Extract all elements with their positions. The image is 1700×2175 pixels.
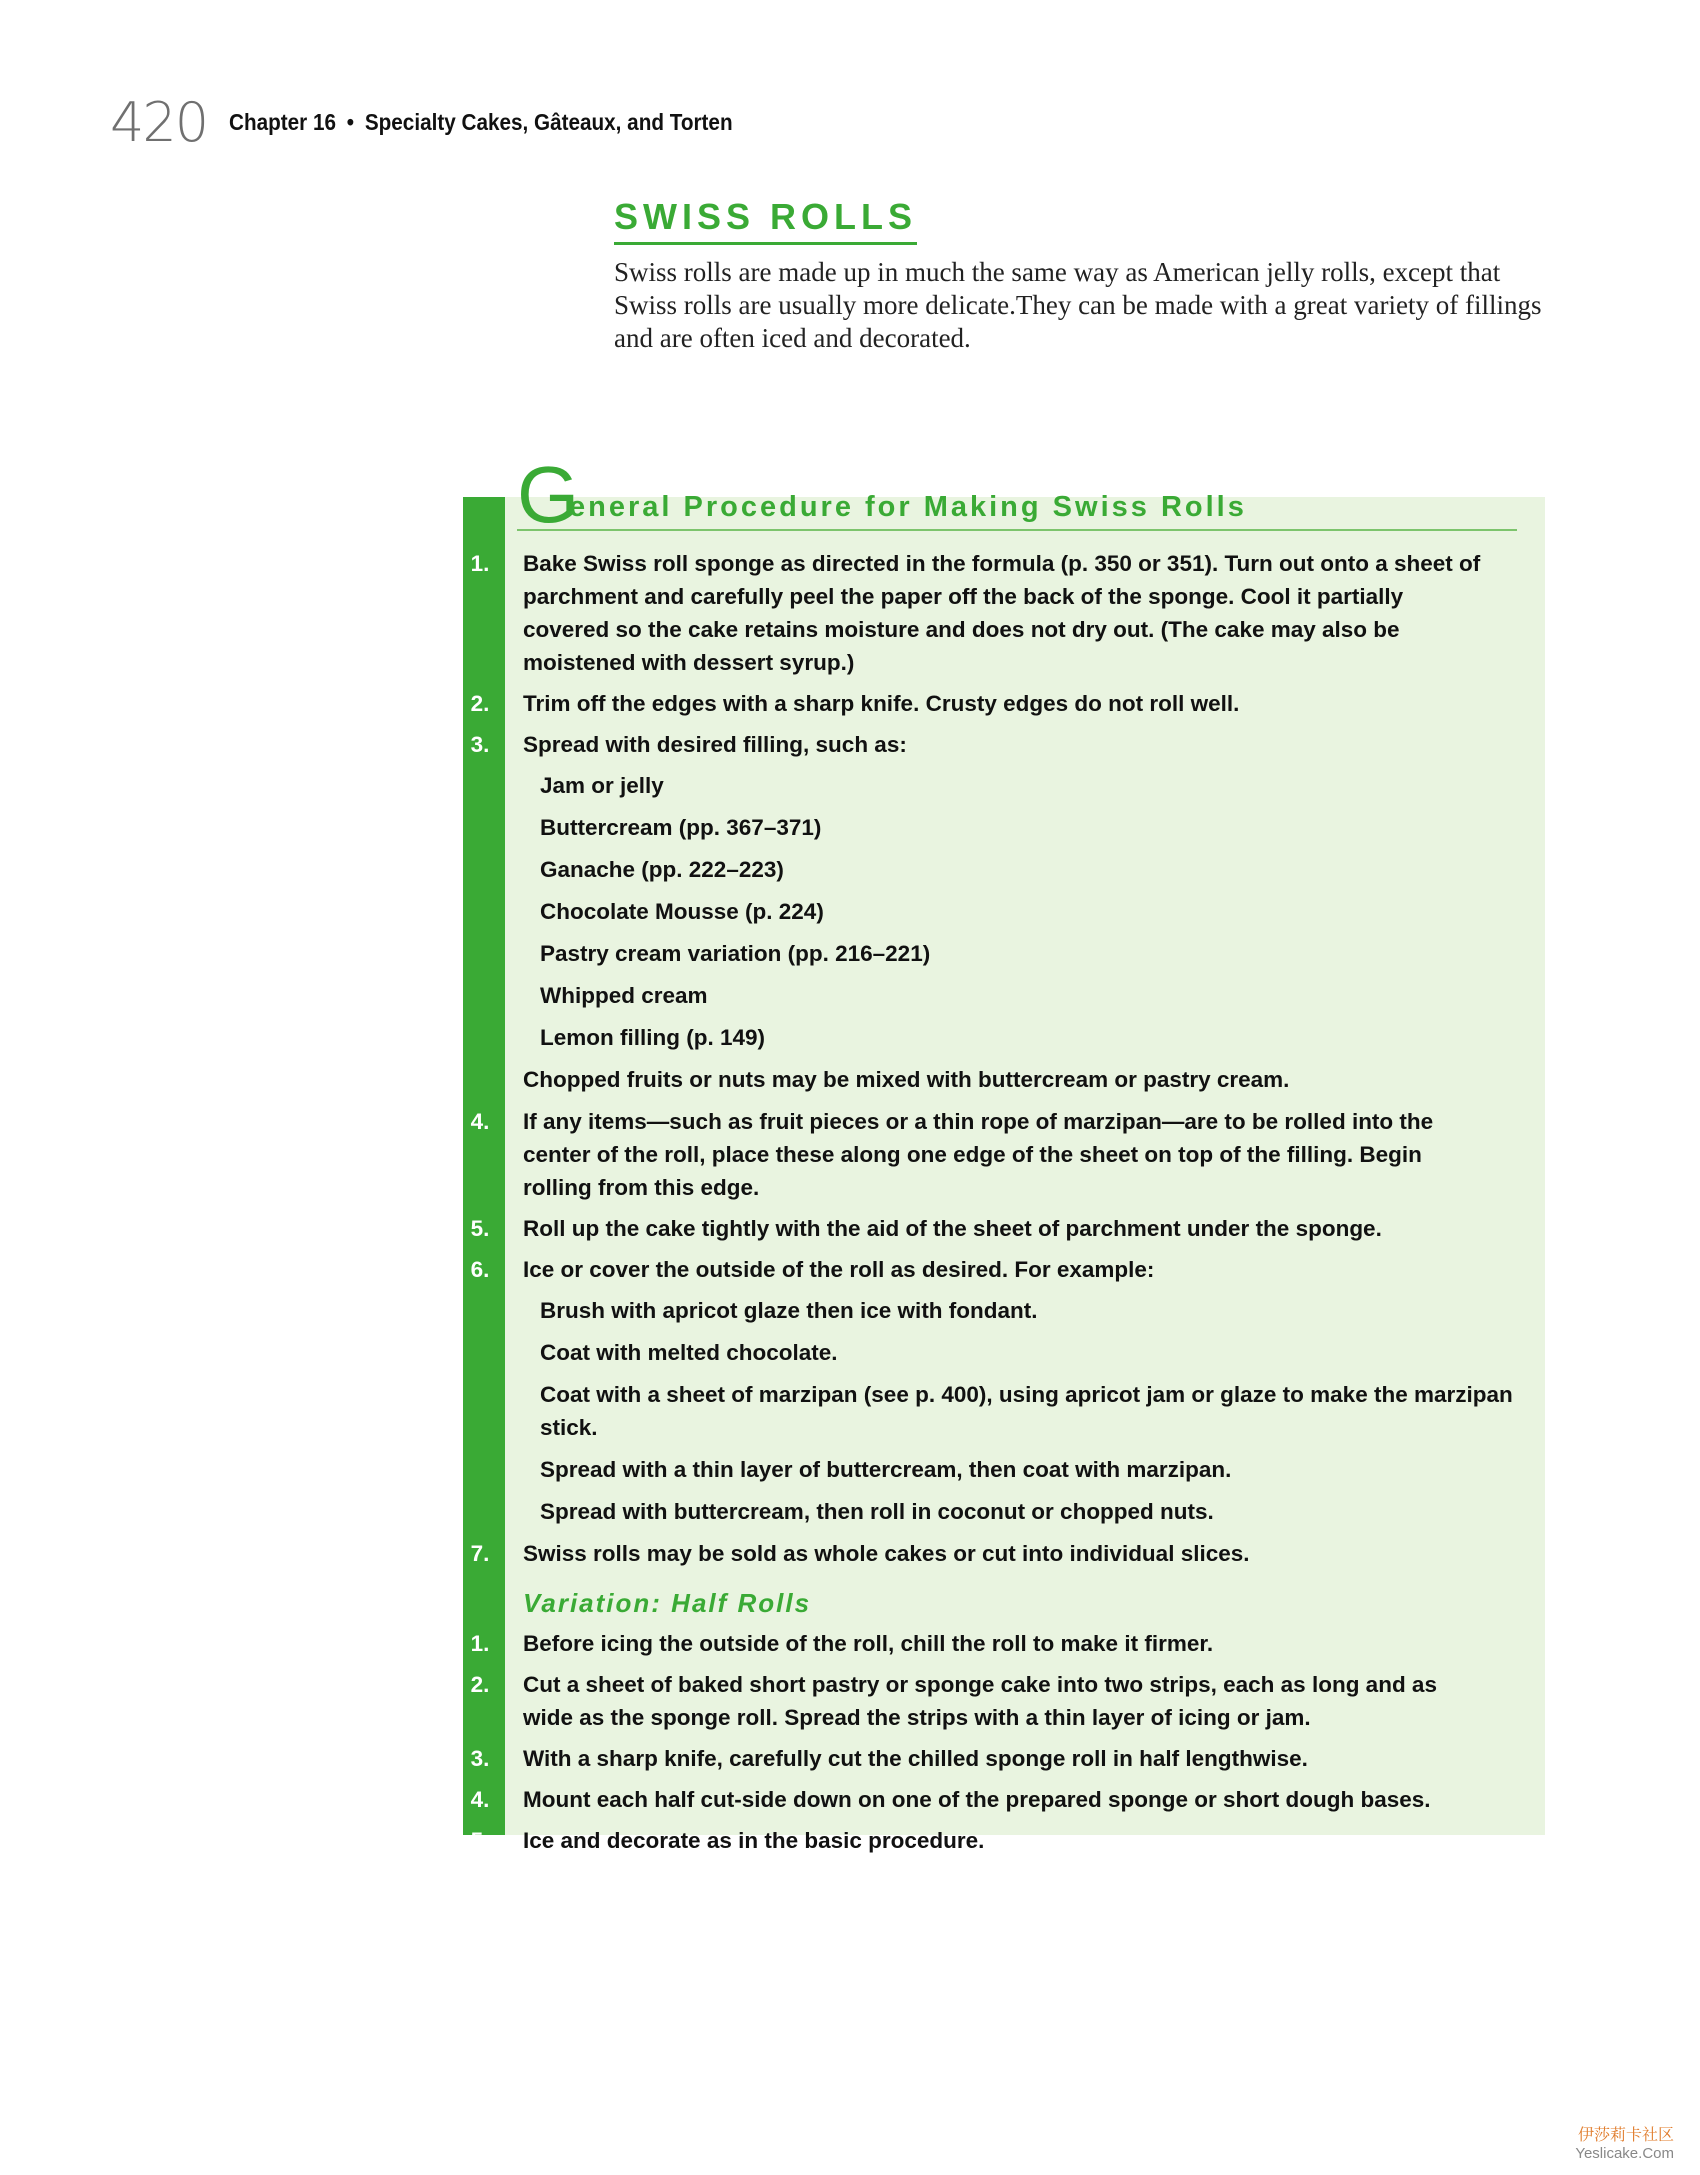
procedure-title-initial: G [517,450,580,539]
procedure-title [517,450,1517,539]
filling-item: Whipped cream [540,983,708,1008]
procedure-step [463,1253,1483,1286]
procedure-content [463,547,1545,1865]
step-number: 5. [470,1216,490,1241]
step-text: Spread with desired filling, such as: [523,732,907,757]
covering-item: Spread with buttercream, then roll in coconut or chopped nuts. [540,1499,1214,1524]
procedure-step [463,728,1483,761]
step-number: 2. [470,691,490,716]
step-number: 7. [470,1541,490,1566]
chapter-title: Specialty Cakes, Gâteaux, and Torten [364,108,733,135]
filling-item: Pastry cream variation (pp. 216–221) [540,941,931,966]
step-text: Swiss rolls may be sold as whole cakes or cut into individual slices. [523,1541,1250,1566]
procedure-box [463,450,1545,1853]
chapter-label: Chapter 16 [229,108,337,135]
covering-item: Spread with a thin layer of buttercream, then coat with marzipan. [540,1457,1232,1482]
step-text: Mount each half cut-side down on one of the prepared sponge or short dough bases. [523,1787,1431,1812]
step-number: 2. [470,1672,490,1697]
section-intro: Swiss rolls are made up in much the same way as American jelly rolls, except that Swiss rolls are usually more delicate.They can be made with a great variety of fillings and are often iced and decorated. [614,257,1542,353]
step-number: 5. [470,1828,490,1853]
step-text: Cut a sheet of baked short pastry or sponge cake into two strips, each as long and as wide as the sponge roll. Spread the strips with a thin layer of icing or jam. [523,1672,1437,1730]
step-text: Roll up the cake tightly with the aid of the sheet of parchment under the sponge. [523,1216,1382,1241]
step-number: 3. [470,1746,490,1771]
variation-step [463,1824,1483,1857]
variation-title: Variation: Half Rolls [523,1588,812,1618]
step-text: Before icing the outside of the roll, chill the roll to make it firmer. [523,1631,1214,1656]
running-head [110,92,789,152]
step-number: 3. [470,732,490,757]
step-text: If any items—such as fruit pieces or a thin rope of marzipan—are to be rolled into the center of the roll, place these along one edge of the sheet on top of the filling. Begin rolling from this edge. [523,1109,1434,1200]
covering-item: Coat with melted chocolate. [540,1340,838,1365]
procedure-step [463,1105,1483,1204]
procedure-step [463,1537,1483,1570]
watermark [1575,2122,1674,2162]
watermark-site: Yeslicake.Com [1575,2145,1674,2162]
section-title: SWISS ROLLS [614,196,917,245]
step-number: 4. [470,1109,490,1134]
variation-step [463,1742,1483,1775]
covering-item: Coat with a sheet of marzipan (see p. 400), using apricot jam or glaze to make the marzipan stick. [540,1382,1513,1440]
step-text: Trim off the edges with a sharp knife. Crusty edges do not roll well. [523,691,1240,716]
step-number: 4. [470,1787,490,1812]
filling-item: Chocolate Mousse (p. 224) [540,899,824,924]
variation-step [463,1627,1483,1660]
covering-item: Brush with apricot glaze then ice with fondant. [540,1298,1038,1323]
step-text: Ice and decorate as in the basic procedure. [523,1828,985,1853]
step-text: Ice or cover the outside of the roll as desired. For example: [523,1257,1155,1282]
watermark-chinese: 伊莎莉卡社区 [1577,2125,1674,2144]
procedure-step [463,687,1483,720]
page-number: 420 [110,90,208,154]
procedure-step [463,1212,1483,1245]
step-text: With a sharp knife, carefully cut the chilled sponge roll in half lengthwise. [523,1746,1308,1771]
chapter-heading [229,109,733,136]
variation-step [463,1783,1483,1816]
step-number: 6. [470,1257,490,1282]
filling-item: Jam or jelly [540,773,664,798]
separator-bullet: • [346,108,355,135]
filling-item: Buttercream (pp. 367–371) [540,815,822,840]
filling-note: Chopped fruits or nuts may be mixed with buttercream or pastry cream. [523,1067,1290,1092]
procedure-step [463,547,1483,679]
step-number: 1. [470,551,490,576]
procedure-title-text: eneral Procedure for Making Swiss Rolls [569,491,1247,523]
step-text: Bake Swiss roll sponge as directed in the formula (p. 350 or 351). Turn out onto a sheet of parchment and carefully peel the paper off the back of the sponge. Cool it partially covered so the cake retains moisture and does not dry out. (The cake may also be moistened with dessert syrup.) [523,551,1481,675]
step-number: 1. [470,1631,490,1656]
filling-item: Ganache (pp. 222–223) [540,857,784,882]
filling-item: Lemon filling (p. 149) [540,1025,766,1050]
variation-step [463,1668,1483,1734]
